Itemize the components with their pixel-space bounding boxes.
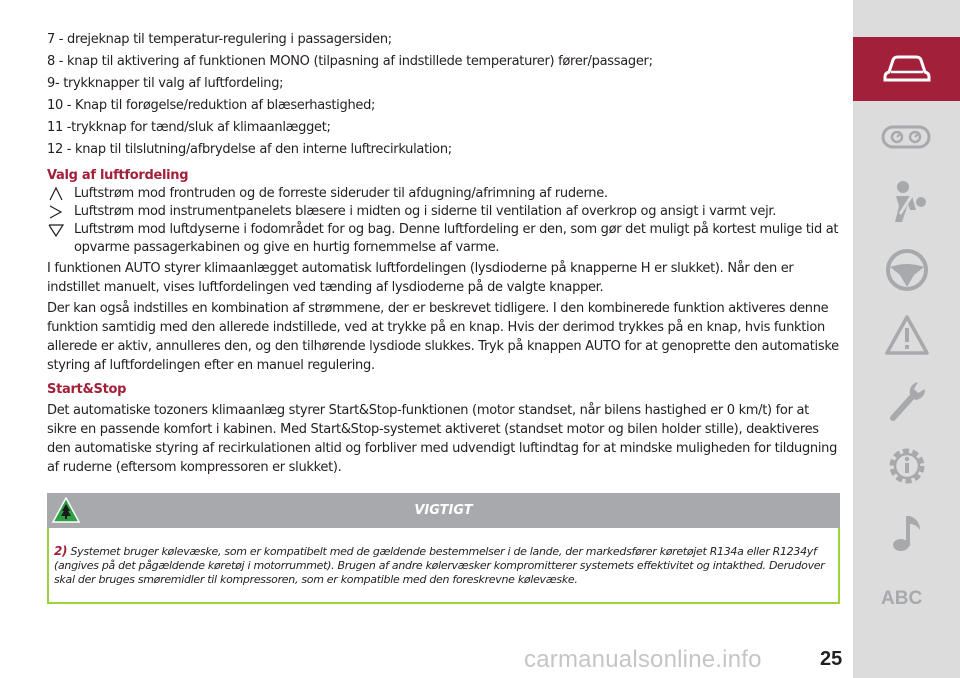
note-text: Systemet bruger kølevæske, som er kompatibelt med de gældende bestemmelser i de lande, der markedsfører køretøjet R134a eller R1234yf (angives på det pågældende køretøj i motorrummet). Brugen af andre kølervæsker kompromitterer systemets effektivitet og intakthed. Derudover skal der bruges smøremidler til kompressoren, som er kompatible med den foreskrevne kølevæske.	[54, 545, 825, 586]
car-icon[interactable]	[883, 52, 931, 84]
important-notice	[47, 493, 840, 604]
list-item: 8 - knap til aktivering af funktionen MONO (tilpasning af indstillede temperaturer) fører/passager;	[47, 54, 653, 69]
seatbelt-person-icon[interactable]	[886, 180, 930, 224]
air-item-text: Luftstrøm mod frontruden og de forreste sideruder til afdugning/afrimning af ruderne.	[74, 186, 608, 201]
paragraph: I funktionen AUTO styrer klimaanlægget automatisk luftfordelingen (lysdioderne på knapperne H er slukket). Når den er indstillet manuelt, vises luftfordelingen ved tænding af lysdioderne på de valgte knapper.	[47, 261, 794, 295]
watermark: carmanualsonline.info	[524, 646, 762, 673]
music-note-icon[interactable]	[890, 512, 924, 554]
air-item-windscreen	[47, 185, 842, 203]
wrench-icon[interactable]	[885, 378, 929, 422]
dashboard-gauges-icon[interactable]	[881, 124, 931, 150]
sidebar-item-abc[interactable]: ABC	[881, 588, 923, 609]
list-item: 9- trykknapper til valg af luftfordeling;	[47, 76, 284, 91]
paragraph: Det automatiske tozoners klimaanlæg styrer Start&Stop-funktionen (motor standset, når bilens hastighed er 0 km/t) for at sikre en passende komfort i kabinen. Med Start&Stop-systemet aktiveret (standset motor og bilen holder stille), deaktiveres den automatiske styring af recirkulationen altid og forbliver med udvendigt luftindtag for at mindske muligheden for tildugning af ruderne (eftersom kompressoren er slukket).	[47, 403, 838, 475]
section-heading-start-stop: Start&Stop	[47, 382, 127, 397]
airflow-panel-icon	[47, 204, 65, 220]
list-item: 12 - knap til tilslutning/afbrydelse af den interne luftrecirkulation;	[47, 142, 452, 157]
section-heading-air-distribution: Valg af luftfordeling	[47, 168, 189, 183]
important-header	[47, 493, 840, 528]
page-number: 25	[820, 648, 843, 670]
list-item: 11 -trykknap for tænd/sluk af klimaanlægget;	[47, 120, 331, 135]
list-item: 10 - Knap til forøgelse/reduktion af blæserhastighed;	[47, 98, 376, 113]
control-list	[47, 29, 842, 161]
airflow-windscreen-icon	[47, 186, 65, 202]
airflow-feet-icon	[47, 222, 65, 238]
main-content	[47, 29, 842, 479]
important-title: VIGTIGT	[414, 503, 473, 518]
steering-wheel-icon[interactable]	[884, 247, 930, 293]
list-item: 7 - drejeknap til temperatur-regulering i passagersiden;	[47, 32, 392, 47]
paragraph: Der kan også indstilles en kombination af strømmene, der er beskrevet tidligere. I den kombinerede funktion aktiveres denne funktion samtidig med den allerede indstillede, ved at trykke på en knap. Hvis der derimod trykkes på en knap, hvis funktion allerede er aktiv, annulleres den, og den tilhørende lysdiode slukkes. Tryk på knappen AUTO for at genoprette den automatiske styring af luftfordelingen efter en manuel regulering.	[47, 301, 839, 373]
air-item-text: Luftstrøm mod instrumentpanelets blæsere i midten og i siderne til ventilation af overkrop og ansigt i varmt vejr.	[74, 204, 777, 219]
note-number: 2)	[54, 544, 68, 558]
chapter-sidebar	[853, 0, 960, 678]
important-body	[47, 528, 840, 604]
air-item-text: Luftstrøm mod luftdyserne i fodområdet for og bag. Denne luftfordeling er den, som gør det muligt på kortest mulige tid at opvarme passagerkabinen og give en hurtig fornemmelse af varme.	[74, 222, 839, 255]
air-item-feet	[47, 221, 842, 257]
gear-info-icon[interactable]	[884, 443, 930, 489]
air-item-panel	[47, 203, 842, 221]
warning-triangle-icon[interactable]	[884, 314, 930, 356]
